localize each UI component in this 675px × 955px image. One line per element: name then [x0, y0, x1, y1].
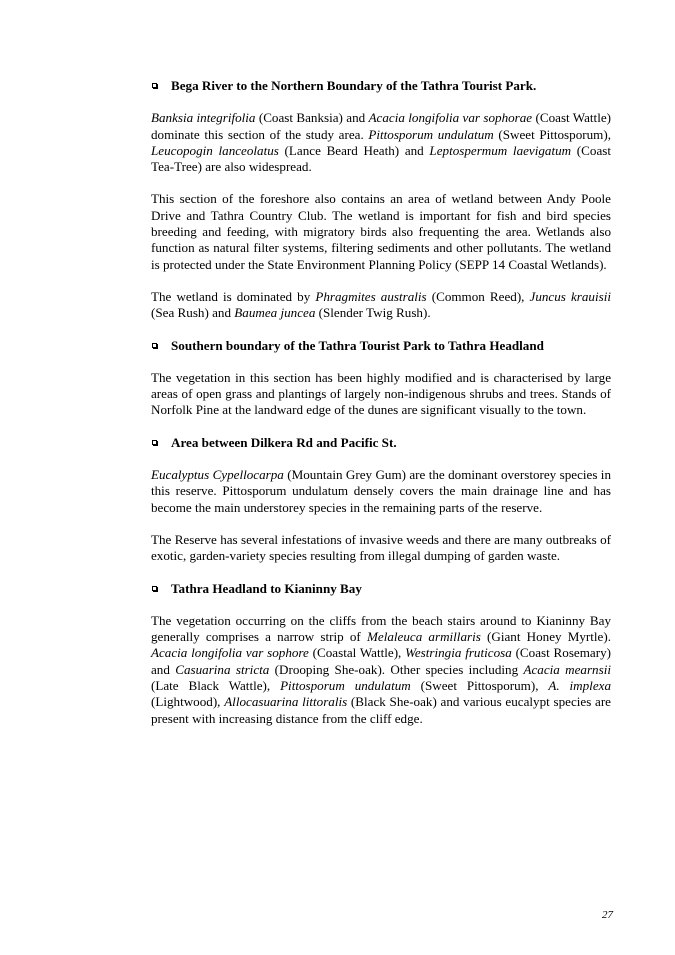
species-name: Casuarina stricta — [175, 661, 270, 677]
paragraph-text: (Common Reed), — [426, 288, 530, 304]
body-paragraph — [151, 110, 611, 175]
section-heading — [151, 581, 611, 597]
body-paragraph — [151, 467, 611, 516]
paragraph-text: (Coastal Wattle), — [308, 645, 406, 661]
body-paragraph — [151, 289, 611, 322]
paragraph-text: (Sea Rush) and — [151, 305, 235, 321]
species-name: Eucalyptus Cypellocarpa — [151, 467, 284, 483]
section-heading-text: Southern boundary of the Tathra Tourist Park to Tathra Headland — [171, 337, 544, 353]
paragraph-text: The wetland is dominated by — [151, 288, 316, 304]
body-paragraph — [151, 613, 611, 727]
paragraph-text: (Lightwood), — [151, 694, 225, 710]
paragraph-text: (Coast Rosemary) and — [151, 645, 612, 677]
species-name: Acacia mearnsii — [523, 661, 611, 677]
paragraph-text: (Giant Honey Myrtle). — [480, 629, 612, 645]
paragraph-text: The vegetation occurring on the cliffs from the beach stairs around to Kianinny Bay generally comprises a narrow strip of — [151, 612, 611, 645]
paragraph-text: This section of the foreshore also contains an area of wetland between Andy Poole Drive and Tathra Country Club. The wetland is important for fish and bird species breeding and feeding, with migratory birds also frequenting the area. Wetlands also function as natural filter systems, filtering sediments and other pollutants. The wetland is protected under the State Environment Planning Policy (SEPP 14 Coastal Wetlands). — [151, 191, 611, 272]
species-name: A. implexa — [548, 678, 611, 694]
paragraph-text: (Mountain Grey Gum) are the dominant overstorey species in this reserve. Pittosporum undulatum densely covers the main drainage line and has become the main understorey species in the remaining parts of the reserve. — [151, 467, 611, 515]
species-name: Baumea juncea — [234, 305, 316, 321]
body-paragraph — [151, 370, 611, 419]
paragraph-text: (Late Black Wattle), — [151, 678, 281, 694]
section-heading-text: Bega River to the Northern Boundary of the Tathra Tourist Park. — [171, 78, 537, 93]
body-paragraph — [151, 532, 611, 565]
square-bullet-icon — [152, 83, 157, 88]
species-name: Westringia fruticosa — [405, 645, 512, 661]
species-name: Pittosporum undulatum — [368, 126, 494, 142]
square-bullet-icon — [152, 586, 157, 591]
section-heading — [151, 338, 611, 354]
species-name: Banksia integrifolia — [151, 110, 256, 126]
section-heading-text: Tathra Headland to Kianinny Bay — [171, 580, 362, 596]
square-bullet-icon — [152, 343, 157, 348]
species-name: Allocasuarina littoralis — [224, 694, 348, 710]
paragraph-text: (Sweet Pittosporum), — [493, 126, 611, 142]
paragraph-text: (Lance Beard Heath) and — [278, 142, 430, 158]
species-name: Acacia longifolia var sophorae — [368, 110, 533, 126]
paragraph-text: (Coast Banksia) and — [255, 110, 369, 126]
section-heading — [151, 78, 611, 94]
paragraph-text: (Coast Wattle) dominate this section of the study area. — [151, 110, 612, 142]
paragraph-text: (Coast Tea-Tree) are also widespread. — [151, 142, 611, 175]
body-paragraph — [151, 191, 611, 272]
section-heading — [151, 435, 611, 451]
species-name: Phragmites australis — [315, 288, 427, 304]
species-name: Acacia longifolia var sophore — [151, 645, 309, 661]
species-name: Melaleuca armillaris — [366, 629, 481, 645]
species-name: Leptospermum laevigatum — [429, 142, 572, 158]
species-name: Juncus krauisii — [529, 288, 611, 304]
page-number: 27 — [602, 909, 613, 921]
square-bullet-icon — [152, 440, 157, 445]
paragraph-text: (Black She-oak) and various eucalypt species are present with increasing distance from the cliff edge. — [151, 694, 611, 726]
paragraph-text: (Slender Twig Rush). — [315, 305, 431, 321]
paragraph-text: (Sweet Pittosporum), — [410, 678, 549, 694]
species-name: Leucopogin lanceolatus — [151, 142, 279, 158]
paragraph-text: The vegetation in this section has been highly modified and is characterised by large areas of open grass and plantings of largely non-indigenous shrubs and trees. Stands of Norfolk Pine at the landward edge of the dunes are significant visually to the town. — [151, 369, 611, 418]
paragraph-text: The Reserve has several infestations of invasive weeds and there are many outbreaks of exotic, garden-variety species resulting from illegal dumping of garden waste. — [151, 531, 611, 564]
document-body — [151, 78, 611, 743]
species-name: Pittosporum undulatum — [280, 678, 411, 694]
paragraph-text: (Drooping She-oak). Other species including — [269, 661, 524, 677]
section-heading-text: Area between Dilkera Rd and Pacific St. — [171, 434, 397, 450]
